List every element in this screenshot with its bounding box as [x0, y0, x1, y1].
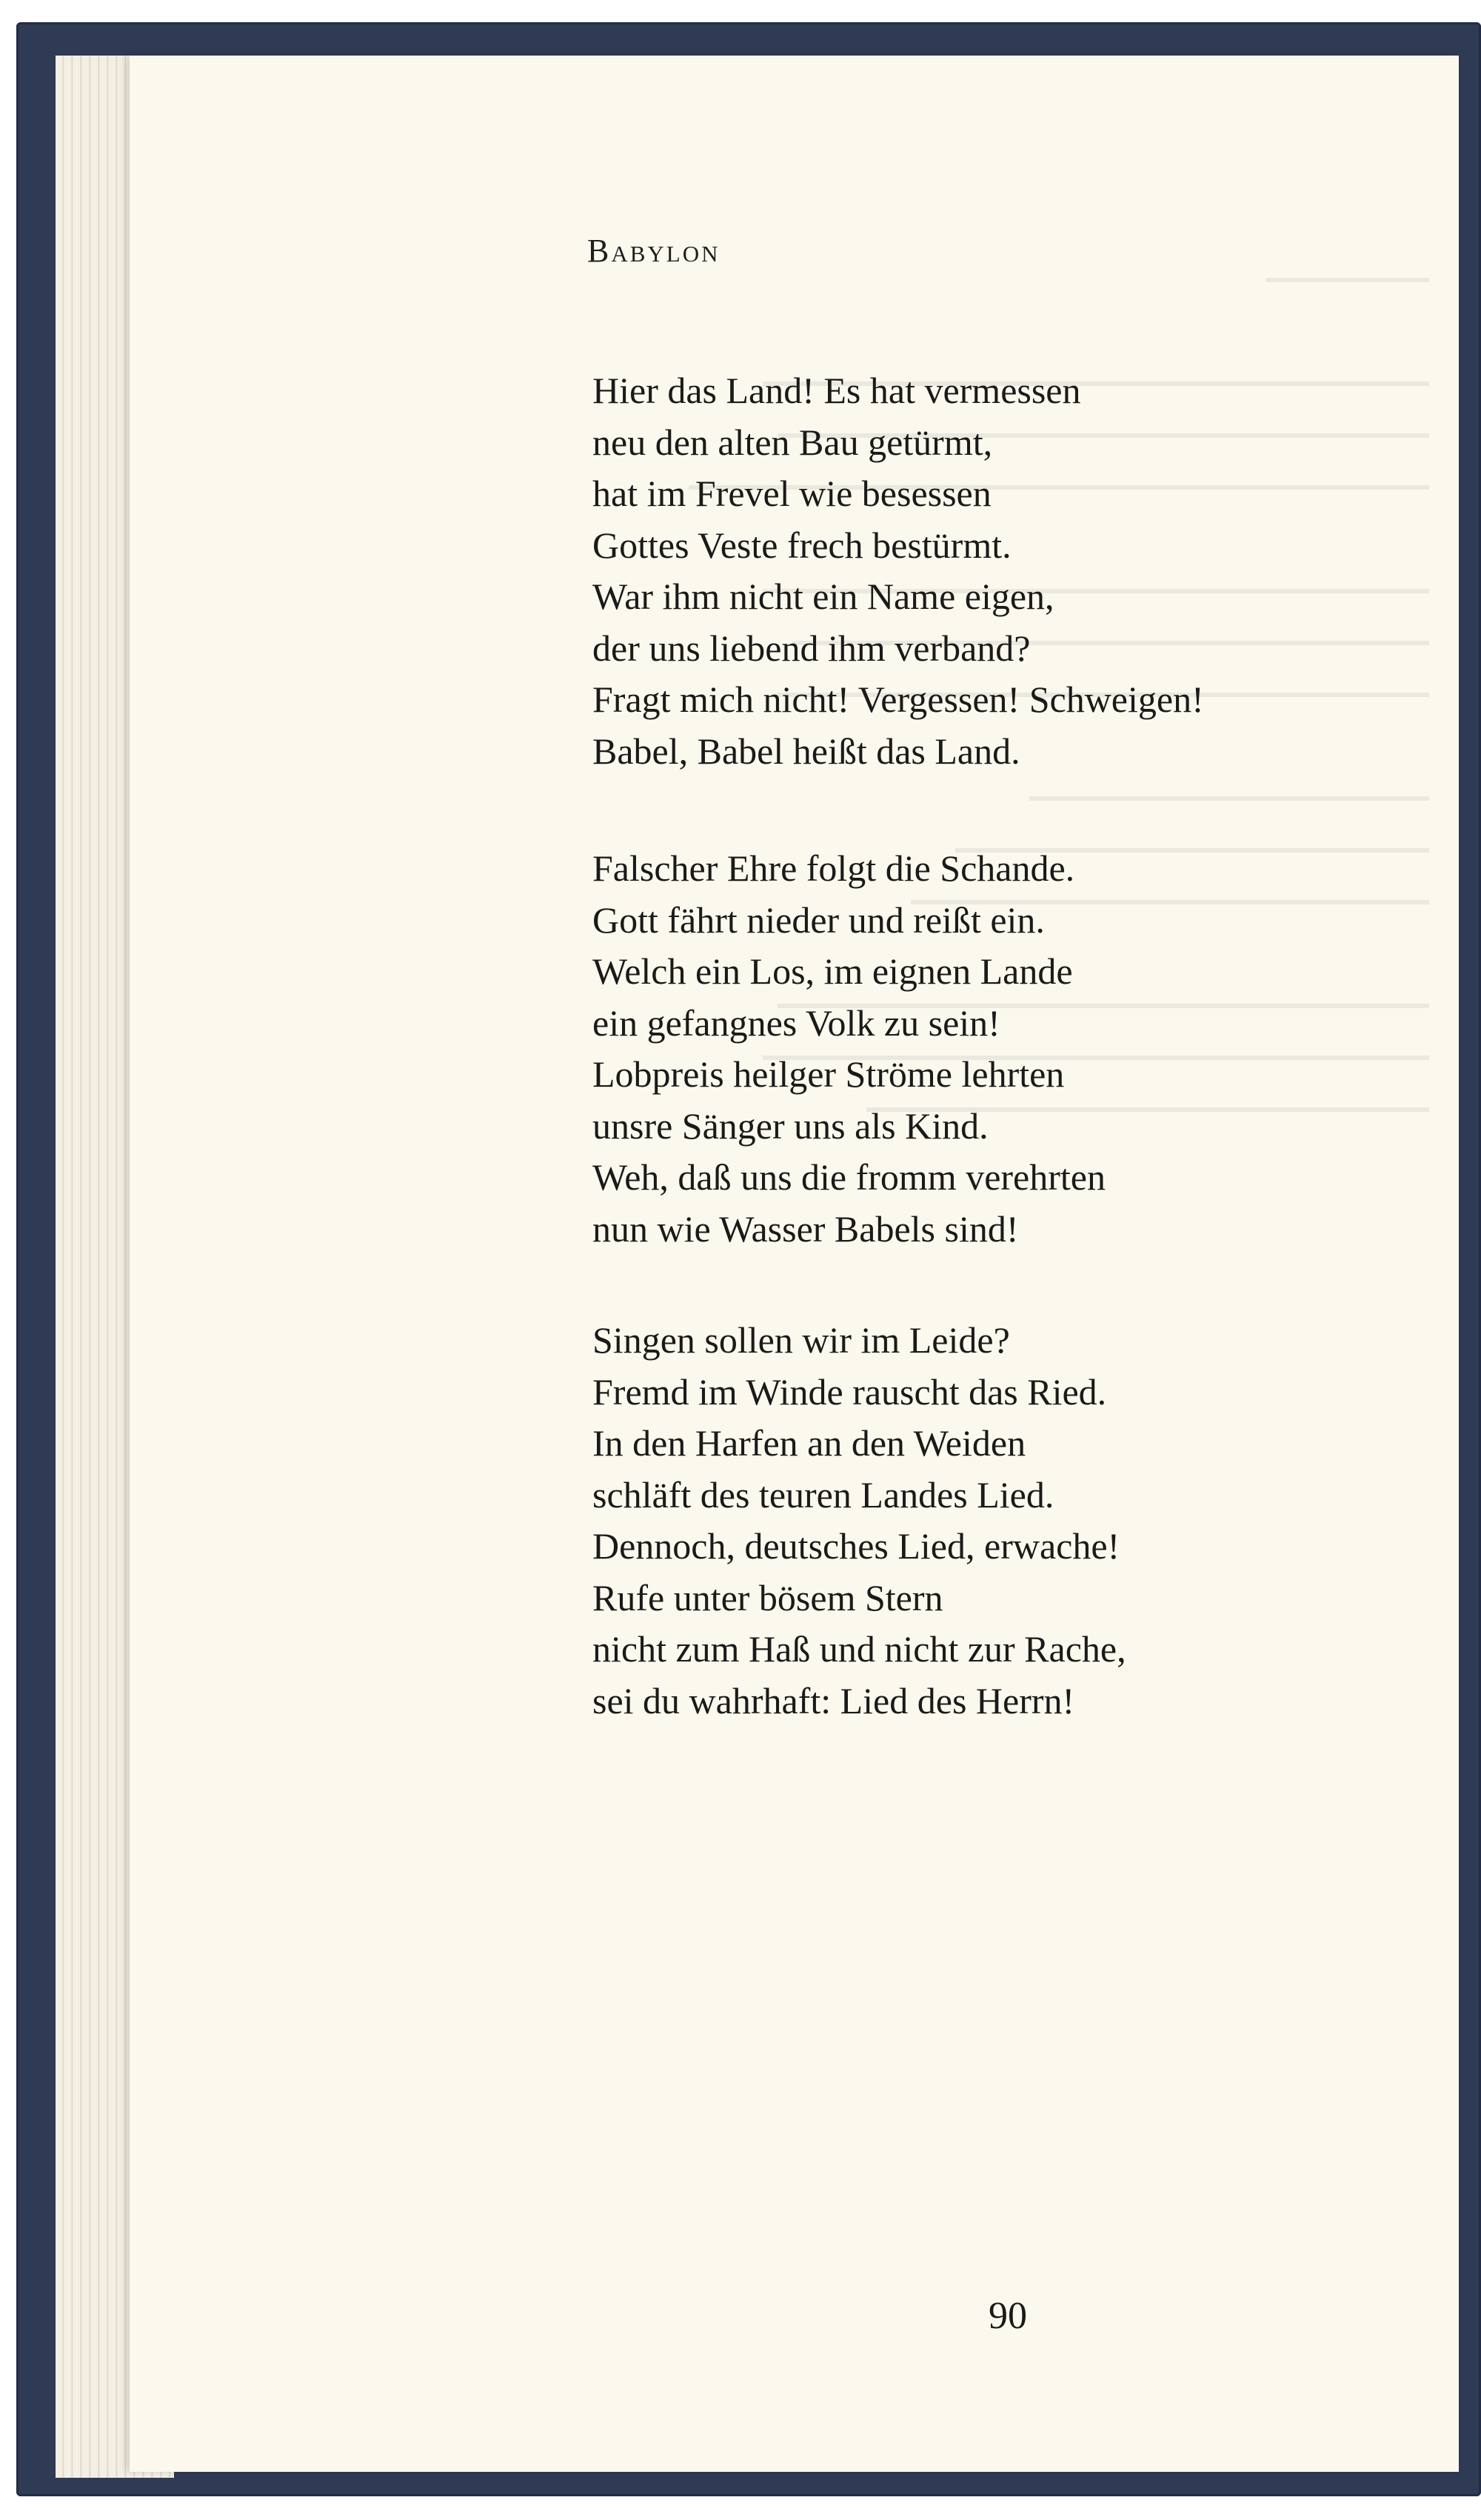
poem-line: der uns liebend ihm verband?: [592, 627, 1031, 669]
poem-line: unsre Sänger uns als Kind.: [592, 1104, 989, 1147]
poem-line: schläft des teuren Landes Lied.: [592, 1473, 1054, 1516]
poem-line: sei du wahrhaft: Lied des Herrn!: [592, 1679, 1075, 1721]
bleed-line: [1266, 278, 1429, 282]
poem-line: War ihm nicht ein Name eigen,: [592, 576, 1054, 617]
stanza: [592, 365, 1204, 777]
poem-line: Fremd im Winde rauscht das Ried.: [592, 1370, 1107, 1413]
stanza: [592, 843, 1106, 1255]
poem-line: ein gefangnes Volk zu sein!: [592, 1001, 1000, 1044]
poem-line: Gottes Veste frech bestürmt.: [592, 524, 1012, 566]
poem-line: Singen sollen wir im Leide?: [592, 1319, 1010, 1361]
page-number: 90: [989, 2295, 1027, 2337]
poem-line: nun wie Wasser Babels sind!: [592, 1207, 1019, 1250]
poem-line: Fragt mich nicht! Vergessen! Schweigen!: [592, 679, 1204, 720]
stanza: [592, 1315, 1126, 1727]
poem-line: neu den alten Bau getürmt,: [592, 421, 993, 463]
poem-line: Babel, Babel heißt das Land.: [592, 730, 1020, 772]
bleed-line: [1029, 796, 1429, 801]
poem-line: Welch ein Los, im eignen Lande: [592, 950, 1073, 992]
poem-line: Rufe unter bösem Stern: [592, 1576, 943, 1619]
poem-line: Weh, daß uns die fromm verehrten: [592, 1156, 1106, 1198]
poem-line: Lobpreis heilger Ströme lehrten: [592, 1053, 1065, 1095]
poem-line: hat im Frevel wie besessen: [592, 473, 992, 514]
poem-line: In den Harfen an den Weiden: [592, 1422, 1026, 1464]
poem-line: Gott fährt nieder und reißt ein.: [592, 899, 1045, 941]
poem-line: Hier das Land! Es hat vermessen: [592, 370, 1081, 411]
poem-title: Babylon: [587, 233, 721, 269]
book-page: [130, 56, 1459, 2472]
poem-line: Falscher Ehre folgt die Schande.: [592, 847, 1075, 889]
poem-line: nicht zum Haß und nicht zur Rache,: [592, 1628, 1126, 1670]
poem-line: Dennoch, deutsches Lied, erwache!: [592, 1525, 1120, 1567]
